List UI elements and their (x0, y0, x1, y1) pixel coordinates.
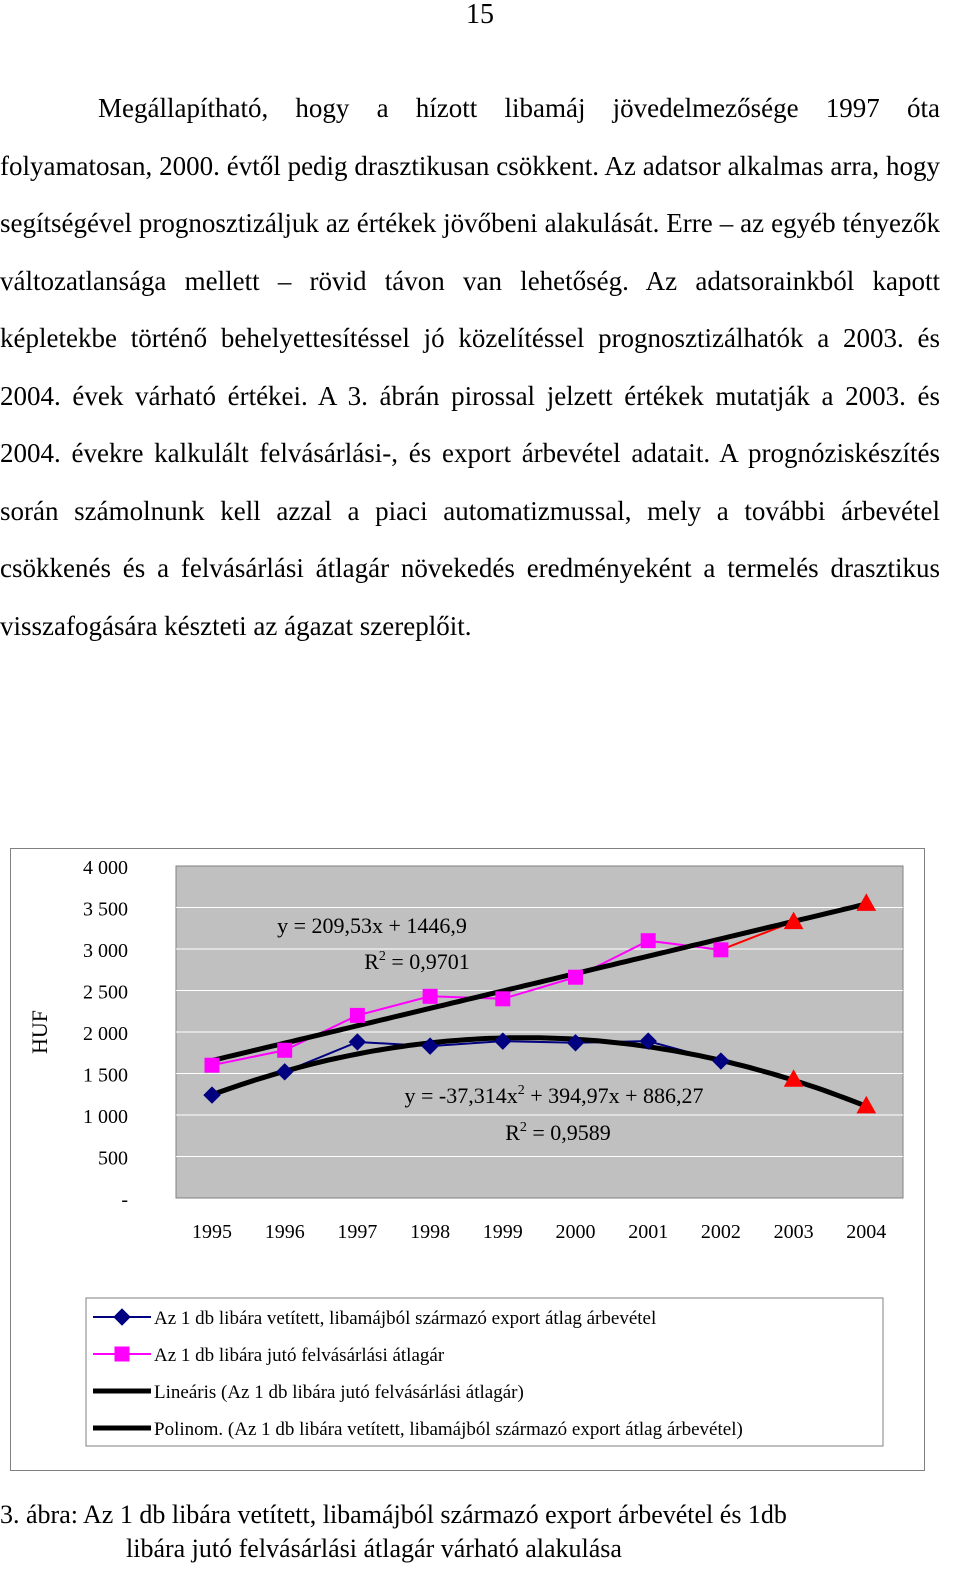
polynomial-equation: $y = -37,314x^2 + 394,97x + 886,27$ (404, 1083, 704, 1108)
line-chart (11, 849, 924, 1470)
legend-label-3: Lineáris (Az 1 db libára jutó felvásárlási átlagár) (154, 1382, 524, 1403)
series-2-point (496, 992, 510, 1006)
y-tick-label: - (121, 1189, 128, 1211)
page-number: 15 (466, 0, 494, 30)
polynomial-r2: $R^2 = 0,9589$ (505, 1120, 611, 1145)
series-2-point (714, 943, 728, 957)
series-2-point (423, 989, 437, 1003)
series-2-point (641, 934, 655, 948)
linear-r2: $R^2 = 0,9701$ (364, 949, 470, 974)
x-tick-label: 2000 (555, 1221, 596, 1243)
linear-equation: y = 209,53x + 1446,9 (277, 913, 467, 938)
legend-label-4: Polinom. (Az 1 db libára vetített, libamájból származó export átlag árbevétel) (154, 1419, 743, 1440)
series-2-point (278, 1043, 292, 1057)
series-2-point (569, 970, 583, 984)
x-tick-label: 2002 (700, 1221, 741, 1243)
legend-marker-2 (115, 1347, 129, 1361)
x-tick-label: 2001 (628, 1221, 669, 1243)
y-axis-label: HUF (27, 1009, 52, 1055)
y-tick-label: 2 500 (83, 981, 128, 1004)
x-tick-label: 1999 (482, 1221, 523, 1243)
legend-label-1: Az 1 db libára vetített, libamájból származó export átlag árbevétel (154, 1308, 657, 1329)
y-tick-label: 4 000 (83, 857, 128, 879)
chart-frame (10, 848, 925, 1471)
y-tick-label: 2 000 (83, 1023, 128, 1045)
figure-caption (0, 1498, 960, 1566)
x-tick-label: 2003 (773, 1221, 814, 1243)
y-tick-label: 3 500 (83, 898, 128, 921)
y-tick-label: 1 500 (83, 1064, 128, 1087)
y-tick-label: 1 000 (83, 1106, 128, 1128)
legend-label-2: Az 1 db libára jutó felvásárlási átlagár (154, 1345, 445, 1366)
caption-line-2: libára jutó felvásárlási átlagár várható alakulása (126, 1534, 622, 1563)
y-tick-label: 3 000 (83, 940, 128, 962)
x-tick-label: 2004 (846, 1221, 887, 1243)
x-tick-label: 1995 (192, 1221, 232, 1243)
x-tick-label: 1997 (337, 1221, 378, 1243)
x-tick-label: 1996 (264, 1221, 305, 1243)
series-2-point (205, 1058, 219, 1072)
body-paragraph: Megállapítható, hogy a hízott libamáj jövedelmezősége 1997 óta folyamatosan, 2000. évtől pedig drasztikusan csökkent. Az adatsor alkalmas arra, hogy segítségével prognosztizáljuk az értékek jövőbeni alakulását. Erre – az egyéb tényezők változatlansága mellett – rövid távon van lehetőség. Az adatsorainkból kapott képletekbe történő behelyettesítéssel jó közelítéssel prognosztizálhatók a 2003. és 2004. évek várható értékei. A 3. ábrán pirossal jelzett értékek mutatják a 2003. és 2004. évekre kalkulált felvásárlási-, és export árbevétel adatait. A prognóziskészítés során számolnunk kell azzal a piaci automatizmussal, mely a további árbevétel csökkenés és a felvásárlási átlagár növekedés eredményeként a termelés drasztikus visszafogására készteti az ágazat szereplőit. (0, 93, 940, 641)
x-tick-label: 1998 (410, 1221, 451, 1243)
caption-line-1: 3. ábra: Az 1 db libára vetített, libamájból származó export árbevétel és 1db (0, 1500, 787, 1529)
y-tick-label: 500 (98, 1147, 128, 1170)
series-2-point (350, 1008, 364, 1022)
